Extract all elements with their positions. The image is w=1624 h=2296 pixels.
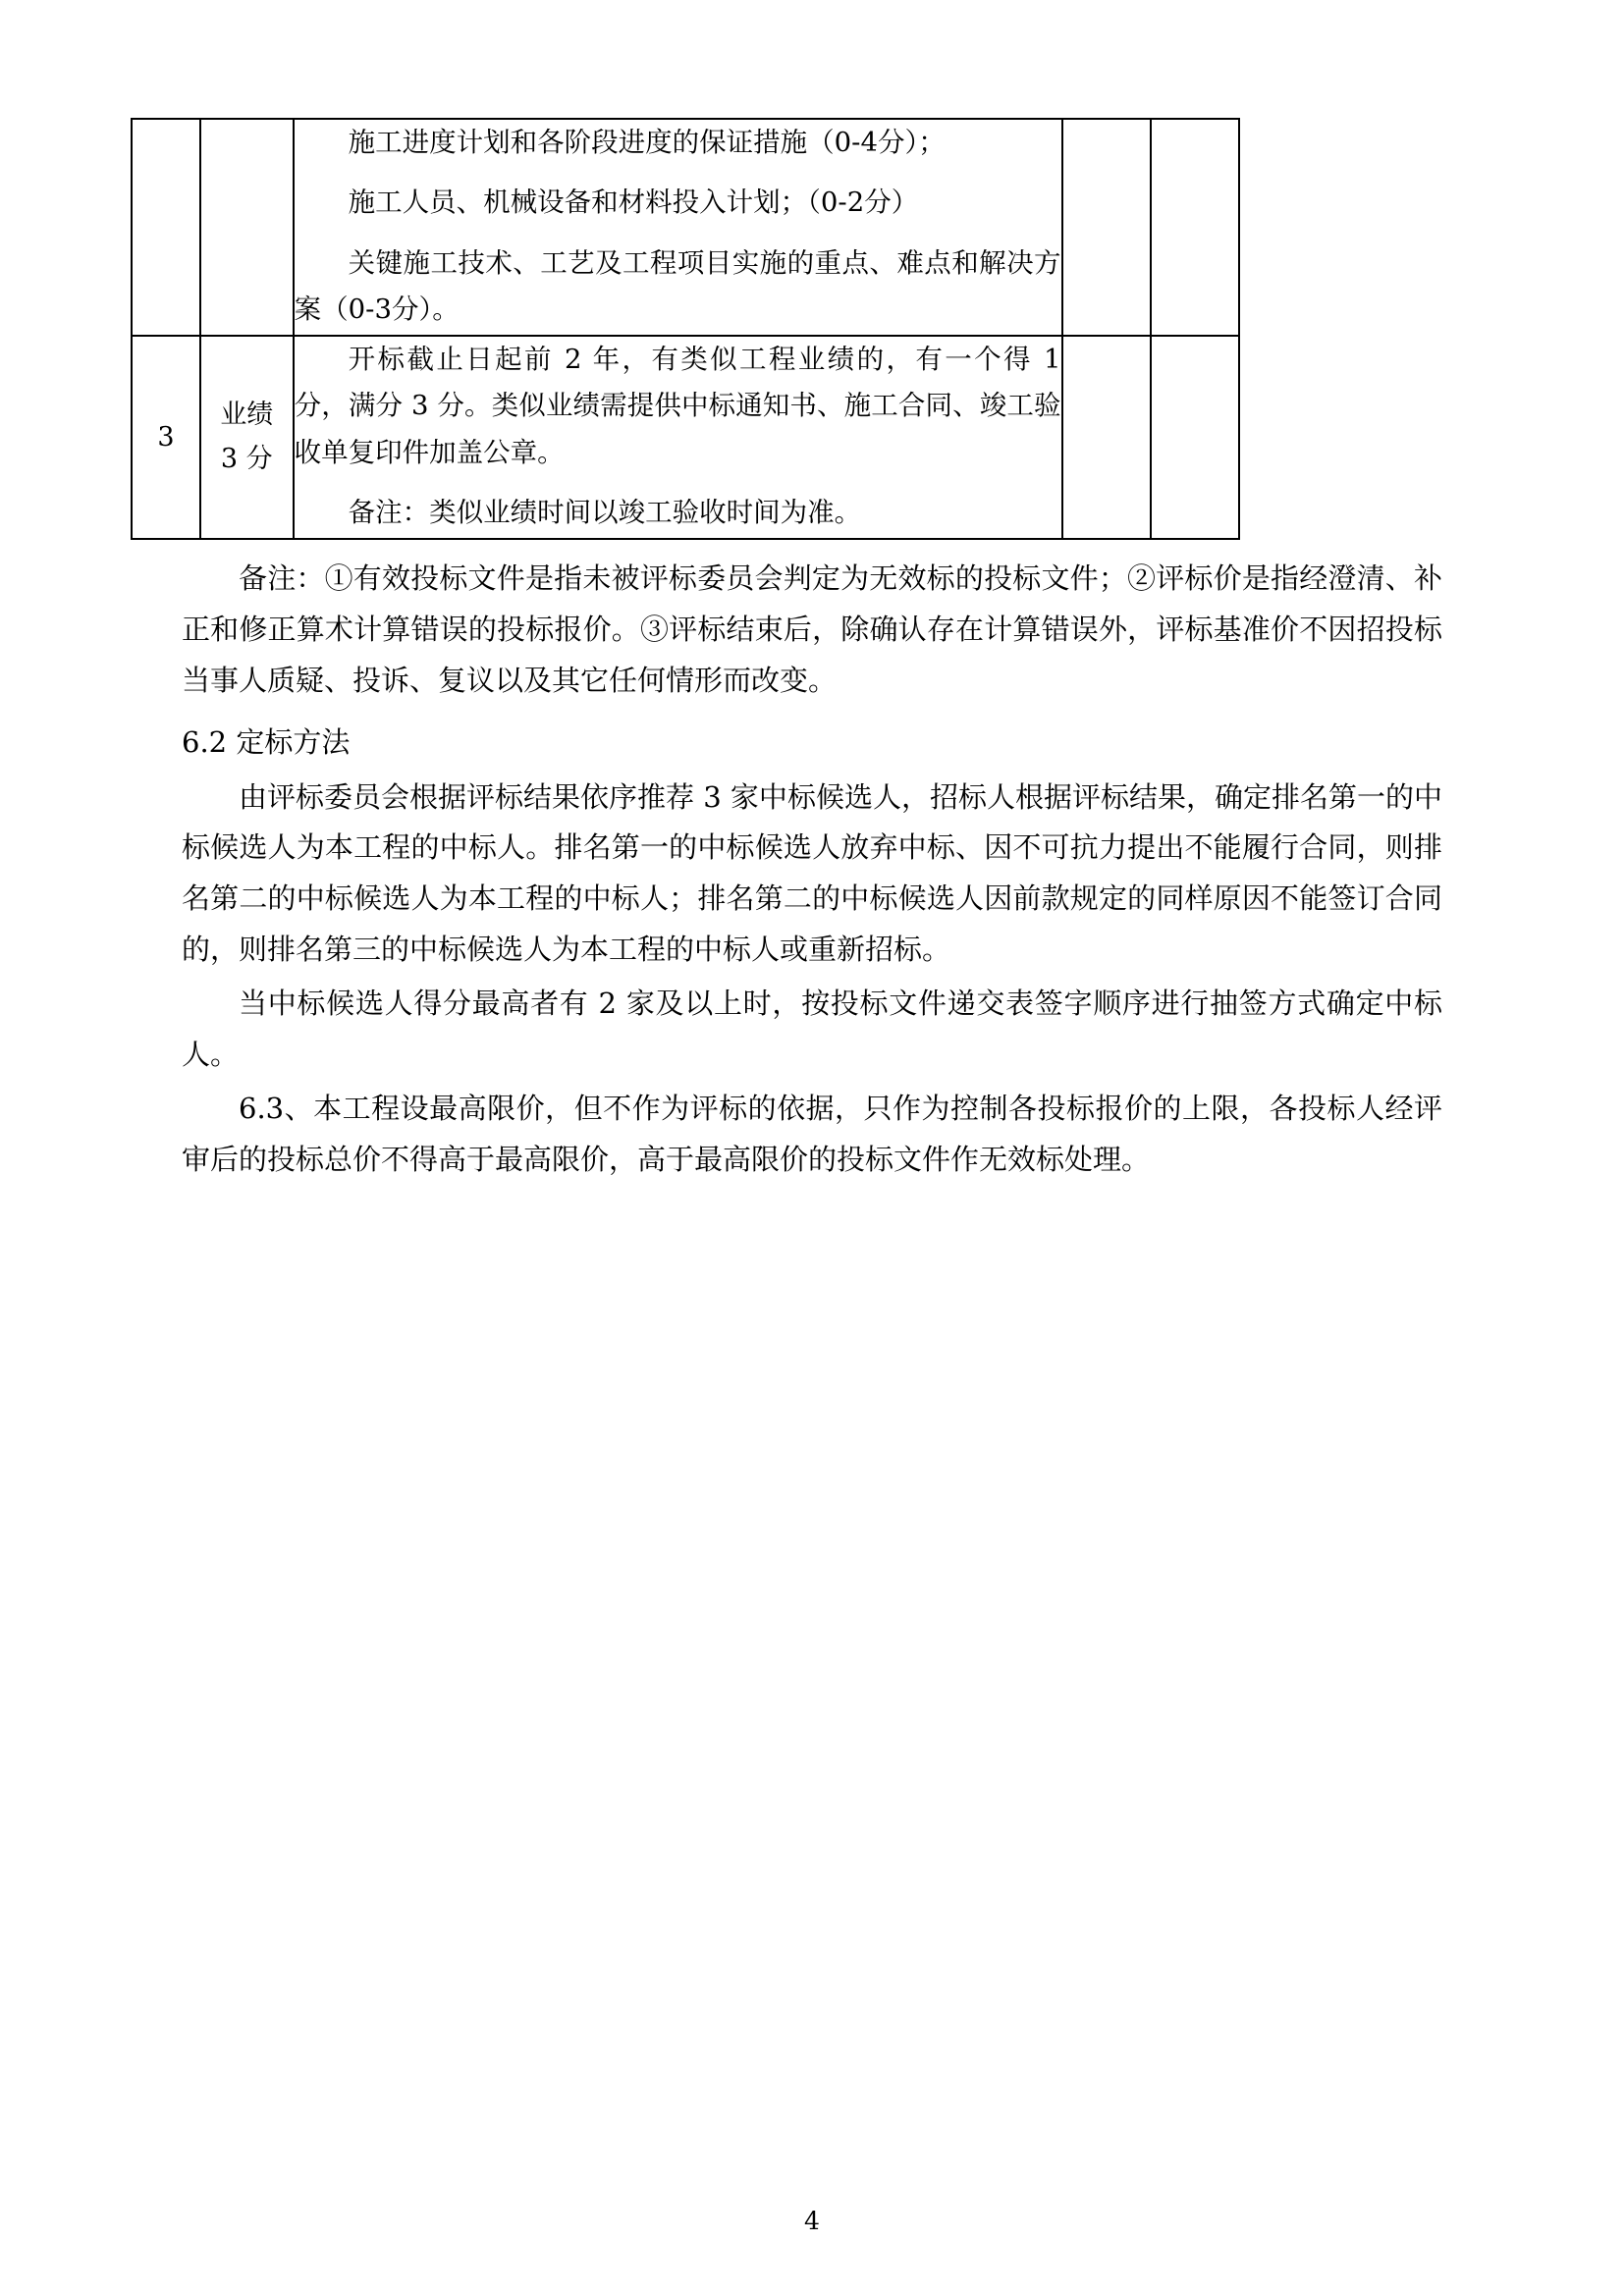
desc-paragraph: 关键施工技术、工艺及工程项目实施的重点、难点和解决方案（0-3分）。 [294,246,1061,325]
row-score-cell-a [1062,119,1151,336]
desc-paragraph: 备注：类似业绩时间以竣工验收时间为准。 [348,497,862,529]
section-heading-6-2: 6.2 定标方法 [182,725,351,760]
row-item-line2: 3 分 [220,443,273,474]
row-desc-cell [294,119,1062,336]
row-item-cell [200,119,294,336]
desc-paragraph: 开标截止日起前 2 年，有类似工程业绩的，有一个得 1 分，满分 3 分。类似业绩需提供中标通知书、施工合同、竣工验收单复印件加盖公章。 [294,344,1061,468]
row-score-cell-b [1151,336,1239,539]
table-row [132,336,1239,539]
table-row [132,119,1239,336]
table-notes: 备注：①有效投标文件是指未被评标委员会判定为无效标的投标文件；②评标价是指经澄清、补正和修正算术计算错误的投标报价。③评标结束后，除确认存在计算错误外，评标基准价不因招投标当事人质疑、投诉、复议以及其它任何情形而改变。 [182,561,1442,697]
row-desc-cell [294,336,1062,539]
row-no-cell [132,119,200,336]
document-body [182,554,1442,1185]
desc-paragraph: 施工进度计划和各阶段进度的保证措施（0-4分）； [348,127,946,158]
row-no-cell: 3 [132,336,200,539]
desc-paragraph: 施工人员、机械设备和材料投入计划；（0-2分） [348,187,919,219]
row-item-cell [200,336,294,539]
section-paragraph: 当中标候选人得分最高者有 2 家及以上时，按投标文件递交表签字顺序进行抽签方式确定中标人。 [182,987,1442,1071]
row-score-cell-a [1062,336,1151,539]
row-item-line1: 业绩 [220,400,274,431]
page-number: 4 [804,2207,820,2235]
scoring-table [131,118,1240,540]
row-score-cell-b [1151,119,1239,336]
section-paragraph: 由评标委员会根据评标结果依序推荐 3 家中标候选人，招标人根据评标结果，确定排名第一的中标候选人为本工程的中标人。排名第一的中标候选人放弃中标、因不可抗力提出不能履行合同，则排名第二的中标候选人为本工程的中标人；排名第二的中标候选人因前款规定的同样原因不能签订合同的，则排名第三的中标候选人为本工程的中标人或重新招标。 [182,779,1442,966]
section-paragraph: 6.3、本工程设最高限价，但不作为评标的依据，只作为控制各投标报价的上限，各投标人经评审后的投标总价不得高于最高限价，高于最高限价的投标文件作无效标处理。 [182,1092,1442,1177]
